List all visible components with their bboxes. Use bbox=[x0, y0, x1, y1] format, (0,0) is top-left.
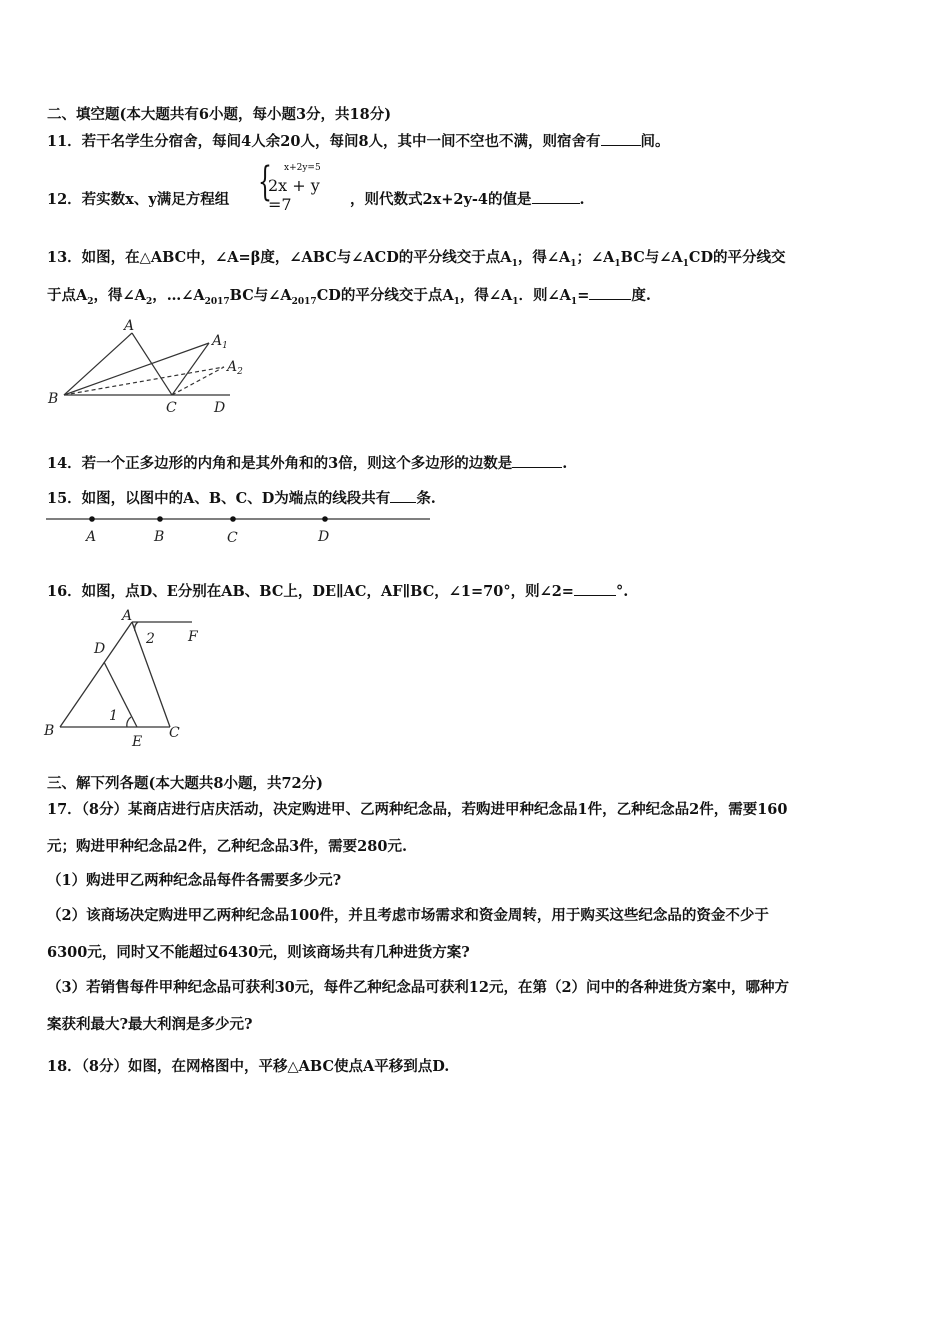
q13-sub: 2 bbox=[87, 296, 94, 307]
q11-tail: 间。 bbox=[640, 133, 670, 150]
q14-tail: . bbox=[562, 455, 568, 472]
q13-l1-d: BC与∠A bbox=[620, 249, 683, 266]
q13-sub: 2017 bbox=[204, 296, 230, 307]
question-13-line-2 bbox=[47, 284, 651, 307]
q13-l2-g: ．则∠A bbox=[518, 287, 571, 304]
question-15 bbox=[47, 487, 436, 508]
point-d bbox=[322, 516, 328, 522]
label-a1: $A_1$ bbox=[212, 333, 228, 351]
q16-tail: °. bbox=[615, 583, 629, 600]
section-2-title: 二、填空题(本大题共有6小题，每小题3分，共18分) bbox=[47, 106, 392, 123]
q17-part-2-b: 6300元，同时又不能超过6430元，则该商场共有几种进货方案? bbox=[47, 944, 470, 961]
point-b bbox=[157, 516, 163, 522]
q12-tail: . bbox=[579, 191, 585, 208]
q12-post: ，则代数式2x+2y-4的值是 bbox=[350, 191, 532, 208]
q15-text: 15．如图，以图中的A、B、C、D为端点的线段共有 bbox=[47, 490, 391, 507]
q17-line-2: 元；购进甲种纪念品2件，乙种纪念品3件，需要280元. bbox=[47, 838, 407, 855]
q17-part-1: （1）购进甲乙两种纪念品每件各需要多少元? bbox=[47, 872, 342, 889]
label-c: C bbox=[166, 400, 177, 416]
q13-sub: 1 bbox=[682, 258, 689, 269]
question-11 bbox=[47, 130, 670, 151]
q13-figure bbox=[44, 315, 254, 420]
q13-l2-d: BC与∠A bbox=[229, 287, 292, 304]
q13-l1-a: 13．如图，在△ABC中，∠A=β度，∠ABC与∠ACD的平分线交于点A bbox=[47, 249, 512, 266]
angle-1-label: 1 bbox=[109, 708, 118, 724]
question-12 bbox=[47, 188, 229, 209]
equation-1: x+2y=5 bbox=[284, 163, 321, 173]
angle-2-arc bbox=[135, 622, 138, 631]
q15-blank bbox=[390, 488, 416, 503]
q17-part-3-b: 案获利最大?最大利润是多少元? bbox=[47, 1016, 253, 1033]
q13-l2-e: CD的平分线交于点A bbox=[316, 287, 454, 304]
q13-sub: 1 bbox=[570, 296, 578, 307]
line-ca1 bbox=[172, 343, 209, 395]
q13-l1-e: CD的平分线交 bbox=[688, 249, 786, 266]
angle-1-arc bbox=[127, 717, 131, 727]
question-16 bbox=[47, 580, 628, 601]
q16-blank bbox=[574, 581, 616, 596]
q13-sub: 1 bbox=[511, 258, 518, 269]
q17-part-3-a: （3）若销售每件甲种纪念品可获利30元，每件乙种纪念品可获利12元，在第（2）问中的各种进货方案中，哪种方 bbox=[47, 979, 790, 996]
q13-l2-a: 于点A bbox=[47, 287, 88, 304]
equation-system bbox=[258, 159, 348, 214]
q13-l2-h: = bbox=[577, 287, 590, 304]
q13-sub: 1 bbox=[614, 258, 621, 269]
q13-l2-i: 度. bbox=[631, 287, 651, 304]
q13-sub: 1 bbox=[453, 296, 460, 307]
line-ba2 bbox=[64, 367, 224, 395]
q13-sub: 1 bbox=[570, 258, 577, 269]
q13-l2-c: ，…∠A bbox=[152, 287, 205, 304]
question-13-line-1 bbox=[47, 246, 786, 269]
q11-text: 11．若干名学生分宿舍，每间4人余20人，每间8人，其中一间不空也不满，则宿舍有 bbox=[47, 133, 601, 150]
q12-pre: 12．若实数x、y满足方程组 bbox=[47, 191, 230, 208]
q13-l1-b: ，得∠A bbox=[517, 249, 571, 266]
q11-blank bbox=[601, 131, 641, 146]
label-a2: $A_2$ bbox=[227, 359, 243, 377]
q12-blank bbox=[532, 189, 580, 204]
label-a: A bbox=[122, 608, 133, 624]
q17-line-1: 17．（8分）某商店进行店庆活动，决定购进甲、乙两种纪念品，若购进甲种纪念品1件，乙种纪念品2件，需要160 bbox=[47, 801, 788, 818]
label-e: E bbox=[132, 734, 143, 750]
line-ba bbox=[60, 622, 132, 727]
q13-l2-b: ，得∠A bbox=[93, 287, 146, 304]
q13-sub: 2017 bbox=[291, 296, 317, 307]
section-3-title: 三、解下列各题(本大题共8小题，共72分) bbox=[47, 775, 323, 792]
q13-l1-c: ；∠A bbox=[576, 249, 615, 266]
q16-text: 16．如图，点D、E分别在AB、BC上，DE∥AC，AF∥BC，∠1=70°，则∠2= bbox=[47, 583, 574, 600]
question-18: 18．（8分）如图，在网格图中，平移△ABC使点A平移到点D. bbox=[47, 1058, 450, 1075]
point-c bbox=[230, 516, 236, 522]
question-14 bbox=[47, 452, 567, 473]
q17-part-2-a: （2）该商场决定购进甲乙两种纪念品100件，并且考虑市场需求和资金周转，用于购买这些纪念品的资金不少于 bbox=[47, 907, 769, 924]
q15-figure bbox=[44, 510, 436, 548]
q13-blank bbox=[589, 285, 631, 300]
equation-2: 2x + y =7 bbox=[268, 176, 320, 214]
q14-blank bbox=[512, 453, 562, 468]
angle-2-label: 2 bbox=[146, 631, 155, 647]
q14-text: 14．若一个正多边形的内角和是其外角和的3倍，则这个多边形的边数是 bbox=[47, 455, 513, 472]
label-d: D bbox=[214, 400, 226, 416]
q13-sub: 2 bbox=[145, 296, 153, 307]
label-f: F bbox=[188, 629, 198, 645]
label-c: C bbox=[169, 725, 180, 741]
question-12-post bbox=[350, 188, 585, 209]
point-d-label: D bbox=[318, 529, 330, 545]
q15-tail: 条. bbox=[416, 490, 436, 507]
point-a bbox=[89, 516, 95, 522]
label-b: B bbox=[44, 723, 55, 739]
brace-icon: { bbox=[258, 159, 272, 205]
q16-figure bbox=[42, 605, 212, 750]
point-b-label: B bbox=[154, 529, 165, 545]
point-c-label: C bbox=[227, 530, 238, 546]
label-a: A bbox=[124, 318, 135, 334]
point-a-label: A bbox=[86, 529, 97, 545]
label-b: B bbox=[48, 391, 59, 407]
line-ba bbox=[64, 333, 132, 395]
q13-sub: 1 bbox=[512, 296, 519, 307]
q13-l2-f: ，得∠A bbox=[459, 287, 513, 304]
label-d: D bbox=[94, 641, 106, 657]
